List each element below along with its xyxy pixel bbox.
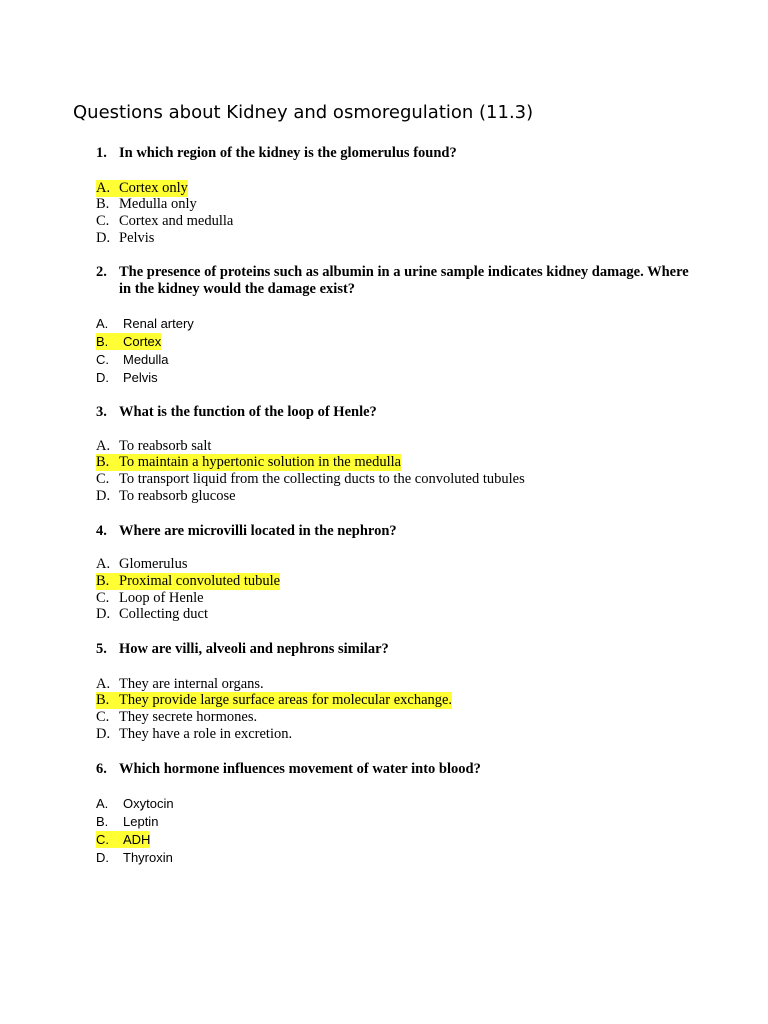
option-letter: C. <box>96 213 110 229</box>
option-2b <box>96 333 161 350</box>
option-letter: B. <box>96 814 109 829</box>
option-text: ADH <box>123 832 151 847</box>
option-3d <box>96 488 236 505</box>
question-2 <box>96 264 696 298</box>
option-text: Cortex and medulla <box>119 213 234 229</box>
option-text: Pelvis <box>123 370 158 385</box>
option-text: To maintain a hypertonic solution in the medulla <box>119 454 402 470</box>
page-title: Questions about Kidney and osmoregulation (11.3) <box>73 102 534 123</box>
option-text: They are internal organs. <box>119 676 264 692</box>
option-5c <box>96 709 257 726</box>
option-text: To reabsorb salt <box>119 438 212 454</box>
option-1c <box>96 213 233 230</box>
question-6 <box>96 761 696 778</box>
option-4b <box>96 573 280 590</box>
option-letter: D. <box>96 230 111 246</box>
question-text: How are villi, alveoli and nephrons similar? <box>119 641 389 657</box>
option-letter: C. <box>96 709 110 725</box>
option-text: Medulla <box>123 352 169 367</box>
option-1a <box>96 180 188 197</box>
option-letter: B. <box>96 333 123 350</box>
option-5d <box>96 726 292 743</box>
option-1b <box>96 196 197 213</box>
question-number: 1. <box>96 145 107 161</box>
option-letter: D. <box>96 370 109 385</box>
option-letter: C. <box>96 352 109 367</box>
option-4d <box>96 606 208 623</box>
option-letter: A. <box>96 676 111 692</box>
question-1 <box>96 145 696 162</box>
option-text: Glomerulus <box>119 556 188 572</box>
option-text: To transport liquid from the collecting ducts to the convoluted tubules <box>119 471 525 487</box>
option-letter: A. <box>96 438 111 454</box>
option-text: Collecting duct <box>119 606 208 622</box>
option-letter: D. <box>96 606 111 622</box>
option-text: Oxytocin <box>123 796 174 811</box>
option-text: They have a role in excretion. <box>119 726 293 742</box>
option-letter: D. <box>96 850 109 865</box>
option-5b <box>96 692 452 709</box>
option-3c <box>96 471 525 488</box>
option-letter: D. <box>96 488 111 504</box>
option-5a <box>96 676 264 693</box>
option-letter: D. <box>96 726 111 742</box>
option-text: Leptin <box>123 814 159 829</box>
question-text: The presence of proteins such as albumin in a urine sample indicates kidney damage. Where in the kidney would the damage exist? <box>119 264 689 297</box>
option-6b <box>96 813 158 830</box>
option-2d <box>96 369 158 386</box>
option-text: Loop of Henle <box>119 590 204 606</box>
option-letter: B. <box>96 196 110 212</box>
option-1d <box>96 230 154 247</box>
option-3b <box>96 454 401 471</box>
question-number: 4. <box>96 523 107 539</box>
option-2a <box>96 315 194 332</box>
option-text: Renal artery <box>123 316 194 331</box>
question-number: 3. <box>96 404 107 420</box>
option-4a <box>96 556 187 573</box>
option-letter: B. <box>96 454 119 471</box>
option-3a <box>96 438 211 455</box>
question-text: Which hormone influences movement of water into blood? <box>119 761 481 777</box>
option-text: Pelvis <box>119 230 155 246</box>
option-letter: B. <box>96 573 119 590</box>
option-4c <box>96 590 204 607</box>
question-3 <box>96 404 696 421</box>
question-number: 5. <box>96 641 107 657</box>
option-letter: C. <box>96 831 123 848</box>
question-number: 2. <box>96 264 107 280</box>
option-6a <box>96 795 174 812</box>
option-text: Medulla only <box>119 196 197 212</box>
question-number: 6. <box>96 761 107 777</box>
option-letter: A. <box>96 556 111 572</box>
option-text: To reabsorb glucose <box>119 488 236 504</box>
question-text: In which region of the kidney is the glomerulus found? <box>119 145 457 161</box>
option-6d <box>96 849 173 866</box>
option-letter: C. <box>96 471 110 487</box>
question-4 <box>96 523 696 540</box>
option-2c <box>96 351 169 368</box>
option-letter: A. <box>96 180 119 197</box>
option-text: They provide large surface areas for molecular exchange. <box>119 692 453 708</box>
option-text: Cortex only <box>119 180 188 196</box>
option-letter: C. <box>96 590 110 606</box>
option-letter: A. <box>96 316 109 331</box>
option-text: Cortex <box>123 334 162 349</box>
option-text: Thyroxin <box>123 850 173 865</box>
option-letter: B. <box>96 692 119 709</box>
question-text: What is the function of the loop of Henle? <box>119 404 377 420</box>
question-5 <box>96 641 696 658</box>
option-letter: A. <box>96 796 109 811</box>
question-text: Where are microvilli located in the nephron? <box>119 523 397 539</box>
option-text: They secrete hormones. <box>119 709 258 725</box>
option-text: Proximal convoluted tubule <box>119 573 281 589</box>
option-6c <box>96 831 150 848</box>
